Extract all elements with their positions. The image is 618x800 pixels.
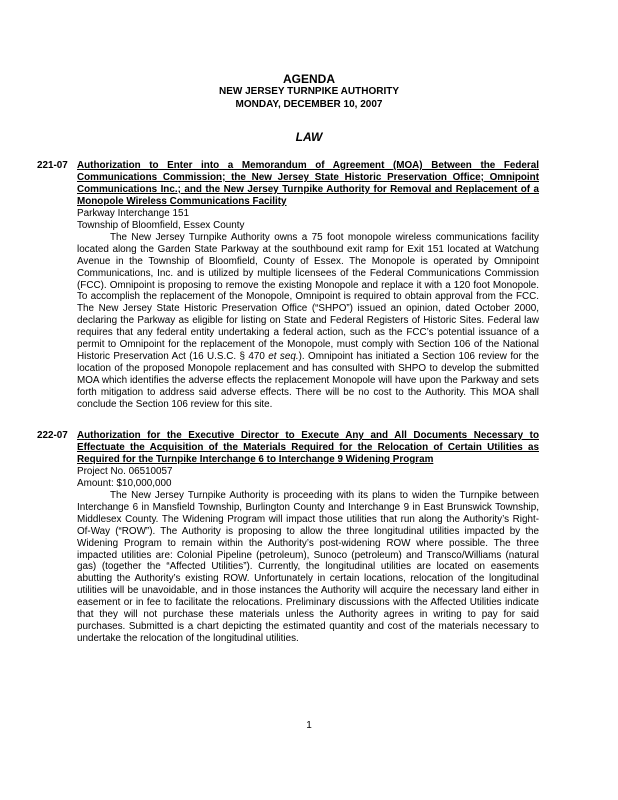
- meeting-date: MONDAY, DECEMBER 10, 2007: [235, 99, 383, 110]
- section-heading: LAW: [295, 130, 323, 144]
- item-description-italic: et seq.: [268, 351, 299, 363]
- item-title: Authorization for the Executive Director to Execute Any and All Documents Necessary to Effectuate the Acquisition of the Materials Required for the Relocation of Certain Utilities as Required for the Turnpike Interchange 6 to Interchange 9 Widening Program: [77, 430, 539, 465]
- agenda-item-221-07: [37, 160, 539, 411]
- organization-name: NEW JERSEY TURNPIKE AUTHORITY: [218, 86, 400, 97]
- item-description-part2: ). Omnipoint has initiated a Section 106 review for the location of the proposed Monopole replacement and has consulted with SHPO to develop the submitted MOA which identifies the adverse effects the replacement Monopole will have upon the Parkway and sets forth mitigation to address said adverse effects. There will be no cost to the Authority. This MOA shall conclude the Section 106 review for this site.: [77, 351, 539, 411]
- item-number: 222-07: [37, 430, 68, 441]
- item-amount: Amount: $10,000,000: [77, 477, 172, 489]
- item-number: 221-07: [37, 160, 68, 171]
- item-title: Authorization to Enter into a Memorandum of Agreement (MOA) Between the Federal Communications Commission; the New Jersey State Historic Preservation Office; Omnipoint Communications Inc.; and the New Jersey Turnpike Authority for Removal and Replacement of a Monopole Wireless Communications Facility: [77, 160, 539, 207]
- item-description-part1: The New Jersey Turnpike Authority owns a 75 foot monopole wireless communications facility located along the Garden State Parkway at the southbound exit ramp for Exit 151 located at Watchung Avenue in the Township of Bloomfield, County of Essex. The Monopole is operated by Omnipoint Communications, Inc. and is utilized by multiple licensees of the Federal Communications Commission (FCC). Omnipoint is proposing to remove the existing Monopole and replace it with a 120 foot Monopole. To accomplish the replacement of the Monopole, Omnipoint is required to obtain approval from the FCC. The New Jersey State Historic Preservation Office (“SHPO”) issued an opinion, dated October 2000, declaring the Parkway as eligible for listing on State and Federal Registers of Historic Sites. Federal law requires that any federal entity undertaking a federal action, such as the FCC’s potential issuance of a permit to Omnipoint for the replacement of the Monopole, must comply with Section 106 of the National Historic Preservation Act (16 U.S.C. § 470: [77, 231, 539, 363]
- agenda-item-222-07: [37, 430, 539, 645]
- item-municipality: Township of Bloomfield, Essex County: [77, 219, 245, 231]
- item-description: [77, 232, 539, 411]
- page-number: 1: [306, 720, 312, 731]
- item-location: Parkway Interchange 151: [77, 207, 189, 219]
- agenda-title: AGENDA: [282, 72, 335, 86]
- item-project-number: Project No. 06510057: [77, 465, 173, 477]
- item-description: The New Jersey Turnpike Authority is proceeding with its plans to widen the Turnpike between Interchange 6 in Mansfield Township, Burlington County and Interchange 9 in East Brunswick Township, Middlesex County. The Widening Program will impact those utilities that run along the Authority’s Right-Of-Way (“ROW”). The Authority is proposing to allow the three longitudinal utilities impacted by the Widening Program to remain within the Authority’s post-widening ROW where possible. The three impacted utilities are: Colonial Pipeline (petroleum), Sunoco (petroleum) and Transco/Williams (natural gas) (together the “Affected Utilities”). Currently, the longitudinal utilities are located on easements abutting the Authority’s existing ROW. Unfortunately in certain locations, relocation of the longitudinal utilities will be unavoidable, and in those instances the Authority will acquire the necessary land either in easement or in fee to facilitate the relocations. Preliminary discussions with the Affected Utilities indicate that they will not purchase these materials unless the Authority agrees in writing to pay for said purchases. Submitted is a chart depicting the estimated quantity and cost of the materials necessary to undertake the relocation of the longitudinal utilities.: [77, 489, 539, 645]
